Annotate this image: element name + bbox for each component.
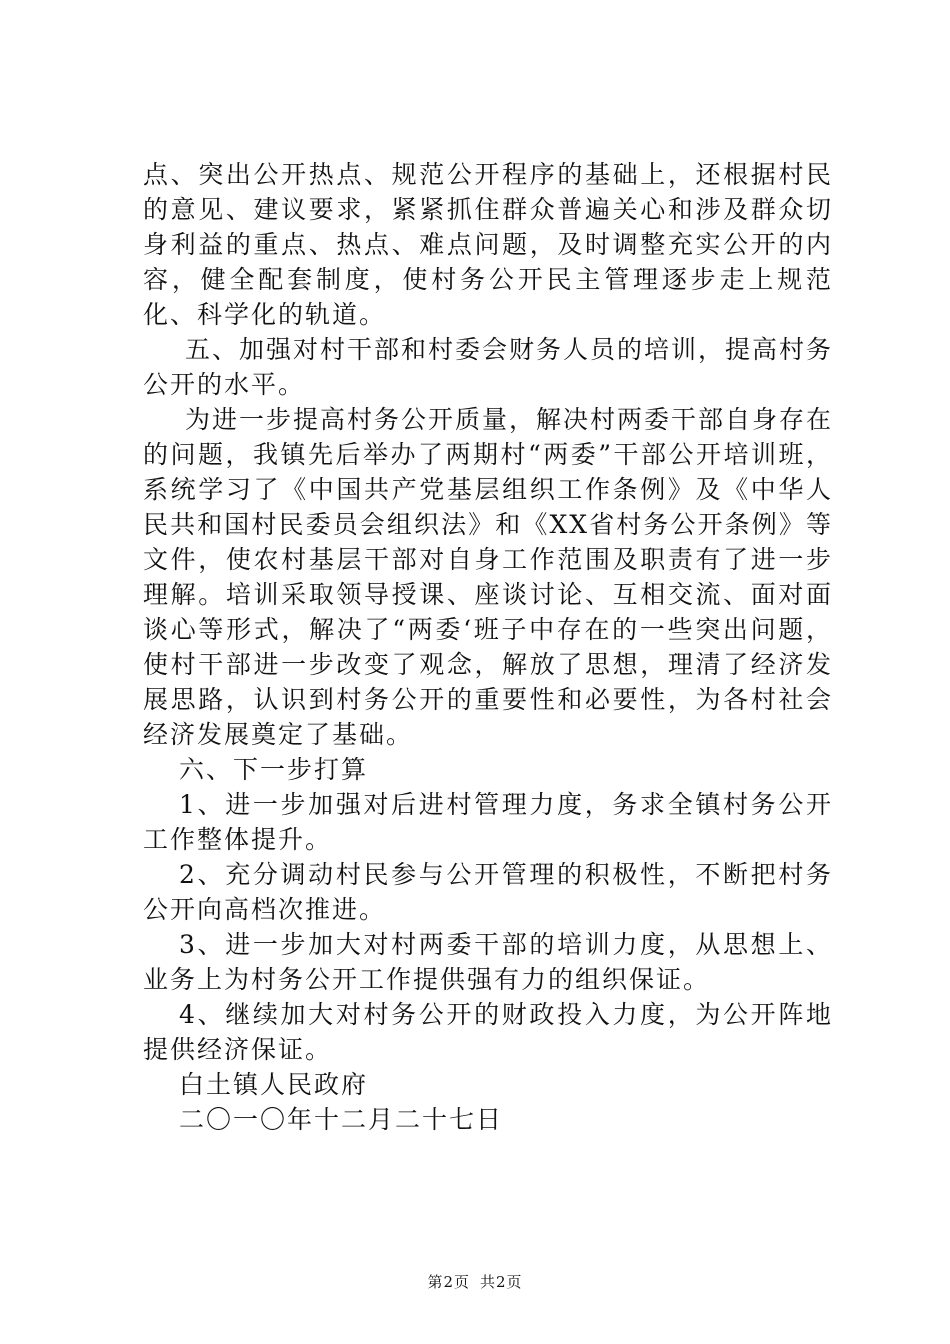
plan-item-4: 4、继续加大对村务公开的财政投入力度，为公开阵地提供经济保证。 [143,1000,833,1064]
signature-date: 二〇一〇年十二月二十七日 [179,1105,504,1134]
page-number-current: 第2页 [427,1273,470,1291]
document-body [143,157,833,1137]
plan-item-1: 1、进一步加强对后进村管理力度，务求全镇村务公开工作整体提升。 [143,790,833,854]
section-heading-5: 五、加强对村干部和村委会财务人员的培训，提高村务公开的水平。 [143,335,834,399]
paragraph-continuation: 点、突出公开热点、规范公开程序的基础上，还根据村民的意见、建议要求，紧紧抓住群众普遍关心和涉及群众切身利益的重点、热点、难点问题，及时调整充实公开的内容，健全配套制度，使村务公开民主管理逐步走上规范化、科学化的轨道。 [143,160,833,329]
paragraph-training: 为进一步提高村务公开质量，解决村两委干部自身存在的问题，我镇先后举办了两期村“两委”干部公开培训班，系统学习了《中国共产党基层组织工作条例》及《中华人民共和国村民委员会组织法》和《XX省村务公开条例》等文件，使农村基层干部对自身工作范围及职责有了进一步理解。培训采取领导授课、座谈讨论、互相交流、面对面谈心等形式，解决了“两委‘班子中存在的一些突出问题，使村干部进一步改变了观念，解放了思想，理清了经济发展思路，认识到村务公开的重要性和必要性，为各村社会经济发展奠定了基础。 [143,405,834,749]
signature-organization: 白土镇人民政府 [179,1070,369,1099]
page-number-total: 共2页 [480,1273,523,1291]
page-footer [0,1271,950,1292]
section-heading-6: 六、下一步打算 [179,755,369,784]
plan-item-3: 3、进一步加大对村两委干部的培训力度，从思想上、业务上为村务公开工作提供强有力的组织保证。 [143,930,833,994]
plan-item-2: 2、充分调动村民参与公开管理的积极性，不断把村务公开向高档次推进。 [143,860,833,924]
